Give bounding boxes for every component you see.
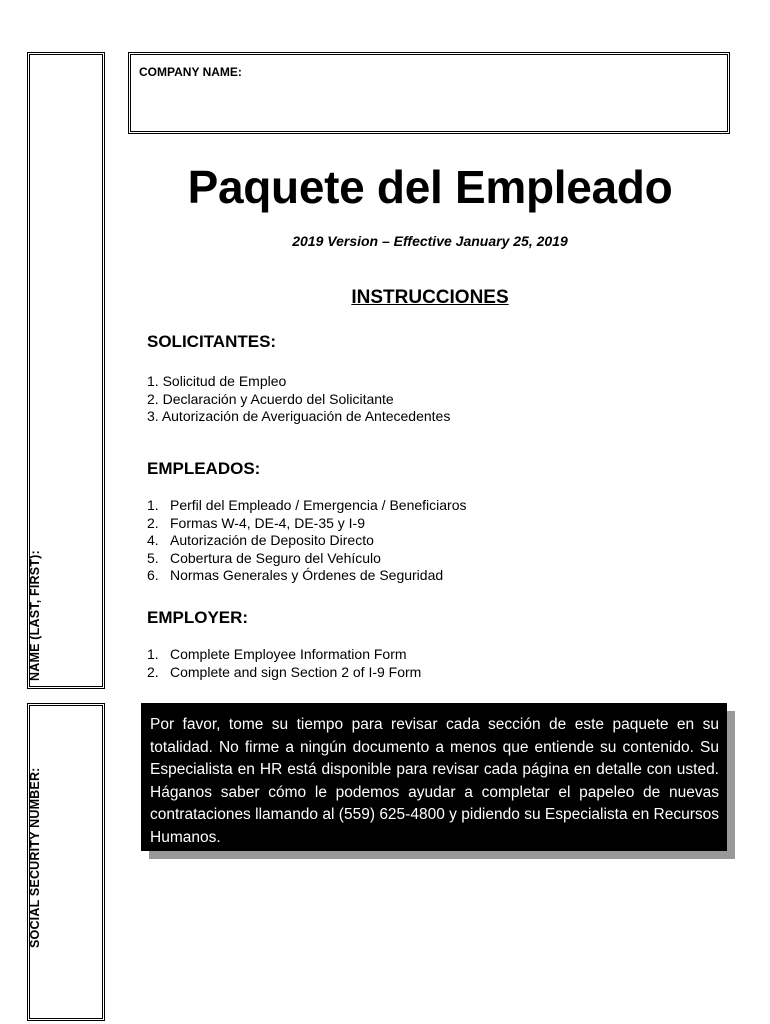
name-field-box[interactable] bbox=[27, 52, 105, 689]
list-item: 2. Formas W-4, DE-4, DE-35 y I-9 bbox=[147, 514, 366, 531]
list-item: 6. Normas Generales y Órdenes de Seguridad bbox=[147, 567, 444, 583]
page-title: Paquete del Empleado bbox=[187, 161, 673, 213]
solicitantes-list bbox=[147, 373, 450, 426]
version-line: 2019 Version – Effective January 25, 2019 bbox=[292, 233, 568, 249]
name-label: NAME (LAST, FIRST): bbox=[28, 550, 42, 681]
ssn-label: SOCIAL SECURITY NUMBER: bbox=[28, 767, 42, 948]
empleados-heading: EMPLEADOS: bbox=[147, 459, 261, 478]
employer-heading: EMPLOYER: bbox=[147, 608, 249, 627]
ssn-field-box[interactable] bbox=[27, 703, 105, 1021]
company-name-label: COMPANY NAME: bbox=[139, 65, 242, 79]
list-item: 3. Autorización de Averiguación de Antecedentes bbox=[147, 408, 451, 424]
list-item: 5. Cobertura de Seguro del Vehículo bbox=[147, 549, 381, 566]
notice-text: Por favor, tome su tiempo para revisar cada sección de este paquete en su totalidad. No firme a ningún documento a menos que entiende su contenido. Su Especialista en HR está disponible para revisar cada página en detalle con usted. Háganos saber cómo le podemos ayudar a completar el papeleo de nuevas contrataciones llamando al (559) 625-4800 y pidiendo su Especialista en Recursos Humanos. bbox=[150, 716, 719, 846]
notice-box bbox=[141, 703, 727, 851]
list-item: 2. Complete and sign Section 2 of I-9 Form bbox=[147, 663, 422, 680]
employer-list bbox=[147, 646, 421, 681]
instructions-title: INSTRUCCIONES bbox=[351, 287, 509, 308]
solicitantes-heading: SOLICITANTES: bbox=[147, 332, 277, 351]
list-item: 2. Declaración y Acuerdo del Solicitante bbox=[147, 390, 394, 407]
list-item: 1. Complete Employee Information Form bbox=[147, 646, 407, 662]
list-item: 1. Solicitud de Empleo bbox=[147, 373, 287, 389]
company-name-field[interactable] bbox=[128, 52, 730, 134]
list-item: 1. Perfil del Empleado / Emergencia / Beneficiaros bbox=[147, 497, 467, 513]
list-item: 4. Autorización de Deposito Directo bbox=[147, 532, 374, 548]
empleados-list bbox=[147, 497, 466, 585]
